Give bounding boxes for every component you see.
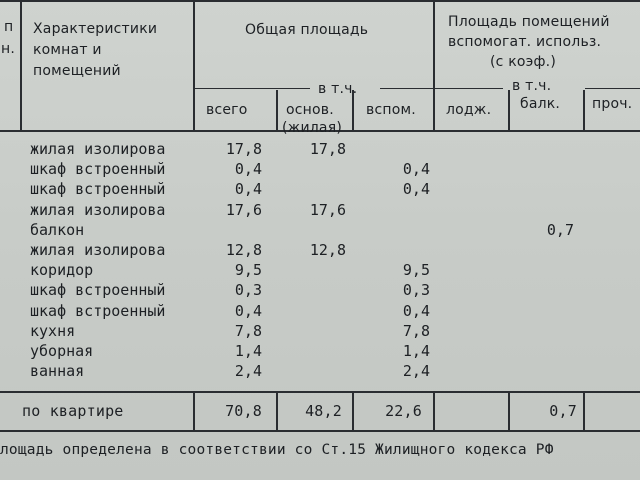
- table-row: [0, 301, 640, 322]
- incl-left-line-2: [433, 88, 503, 89]
- col-divider-6-totals: [583, 391, 585, 431]
- header-characteristics-1: Характеристики: [33, 21, 158, 37]
- room-name-cell: шкаф встроенный: [30, 180, 166, 199]
- header-sub-balcony: балк.: [520, 96, 561, 112]
- header-sub-loggia: лодж.: [446, 102, 492, 118]
- total-area-cell: 0,4: [234, 301, 262, 320]
- incl-left-line-1: [193, 88, 310, 89]
- footer-note: лощадь определена в соответствии со Ст.15 Жилищного кодекса РФ: [0, 442, 554, 458]
- room-name-cell: шкаф встроенный: [30, 281, 166, 300]
- col-divider-4-totals: [433, 391, 435, 431]
- total-area-cell: 17,8: [225, 140, 262, 158]
- total-area-cell: 1,4: [234, 342, 262, 360]
- totals-aux: 22,6: [385, 402, 422, 420]
- main-area-cell: 17,8: [309, 140, 346, 158]
- table-top-border: [0, 0, 640, 2]
- main-area-cell: 17,6: [309, 200, 346, 219]
- room-name-cell: ванная: [30, 362, 85, 381]
- total-area-cell: 17,6: [225, 200, 262, 219]
- table-row: [0, 179, 640, 200]
- aux-area-cell: 0,4: [402, 301, 430, 320]
- total-area-cell: 9,5: [234, 261, 262, 280]
- table-row: [0, 321, 640, 342]
- aux-area-cell: 7,8: [402, 321, 430, 340]
- total-area-cell: 0,3: [234, 281, 262, 300]
- incl-right-line-2: [585, 88, 640, 89]
- balcony-area-cell: 0,7: [546, 220, 574, 239]
- table-row: [0, 159, 640, 180]
- aux-area-cell: 0,4: [402, 180, 430, 199]
- aux-area-cell: 1,4: [402, 342, 430, 360]
- main-area-cell: 12,8: [309, 241, 346, 259]
- total-area-cell: 0,4: [234, 160, 262, 179]
- col-divider-1: [193, 0, 195, 130]
- room-name-cell: коридор: [30, 261, 94, 280]
- header-sub-other: проч.: [592, 96, 633, 112]
- totals-top-border: [0, 391, 640, 393]
- totals-total: 70,8: [225, 402, 262, 420]
- aux-area-cell: 0,4: [402, 160, 430, 179]
- totals-bottom-border: [0, 430, 640, 432]
- totals-label: по квартире: [22, 402, 124, 420]
- header-sub-aux: вспом.: [366, 102, 416, 118]
- col-divider-2: [276, 90, 278, 130]
- col-divider-2-totals: [276, 391, 278, 431]
- room-name-cell: кухня: [30, 321, 76, 340]
- col-divider-3-totals: [352, 391, 354, 431]
- table-row: [0, 280, 640, 301]
- room-name-cell: балкон: [30, 220, 85, 239]
- room-name-cell: шкаф встроенный: [30, 301, 166, 320]
- room-name-cell: жилая изолирова: [30, 241, 166, 259]
- total-area-cell: 7,8: [234, 321, 262, 340]
- incl-right-line-1: [380, 88, 433, 89]
- header-sub-total: всего: [206, 102, 248, 118]
- room-name-cell: шкаф встроенный: [30, 160, 166, 179]
- aux-area-cell: 9,5: [402, 261, 430, 280]
- totals-main: 48,2: [305, 402, 342, 420]
- header-incl-2: в т.ч.: [512, 78, 552, 94]
- header-incl-1: в т.ч.: [318, 81, 358, 97]
- room-name-cell: жилая изолирова: [30, 140, 166, 158]
- aux-area-cell: 2,4: [402, 362, 430, 381]
- table-row: [0, 240, 640, 261]
- table-row: [0, 200, 640, 221]
- table-row: [0, 220, 640, 241]
- aux-area-cell: 0,3: [402, 281, 430, 300]
- col-divider-5-totals: [508, 391, 510, 431]
- header-aux-area-3: (с коэф.): [490, 54, 556, 70]
- table-row: [0, 361, 640, 382]
- header-characteristics-3: помещений: [33, 63, 121, 79]
- table-row: [0, 341, 640, 362]
- header-characteristics-2: комнат и: [33, 42, 102, 58]
- header-total-area: Общая площадь: [245, 22, 369, 38]
- header-sub-main-2: (жилая): [282, 120, 342, 136]
- header-sub-main-1: основ.: [286, 102, 334, 118]
- col-divider-1-totals: [193, 391, 195, 431]
- totals-balcony: 0,7: [549, 402, 577, 420]
- col-divider-6: [583, 90, 585, 130]
- table-row: [0, 260, 640, 281]
- header-aux-area-2: вспомогат. использ.: [448, 34, 602, 50]
- room-name-cell: уборная: [30, 342, 94, 360]
- col-divider-4: [433, 0, 435, 130]
- total-area-cell: 12,8: [225, 241, 262, 259]
- col-divider-0: [20, 0, 22, 130]
- col-divider-5: [508, 90, 510, 130]
- total-area-cell: 2,4: [234, 362, 262, 381]
- header-col0-b: н.: [1, 41, 16, 57]
- room-name-cell: жилая изолирова: [30, 200, 166, 219]
- table-row: [0, 139, 640, 160]
- header-col0: п: [4, 19, 14, 35]
- total-area-cell: 0,4: [234, 180, 262, 199]
- header-aux-area-1: Площадь помещений: [448, 14, 610, 30]
